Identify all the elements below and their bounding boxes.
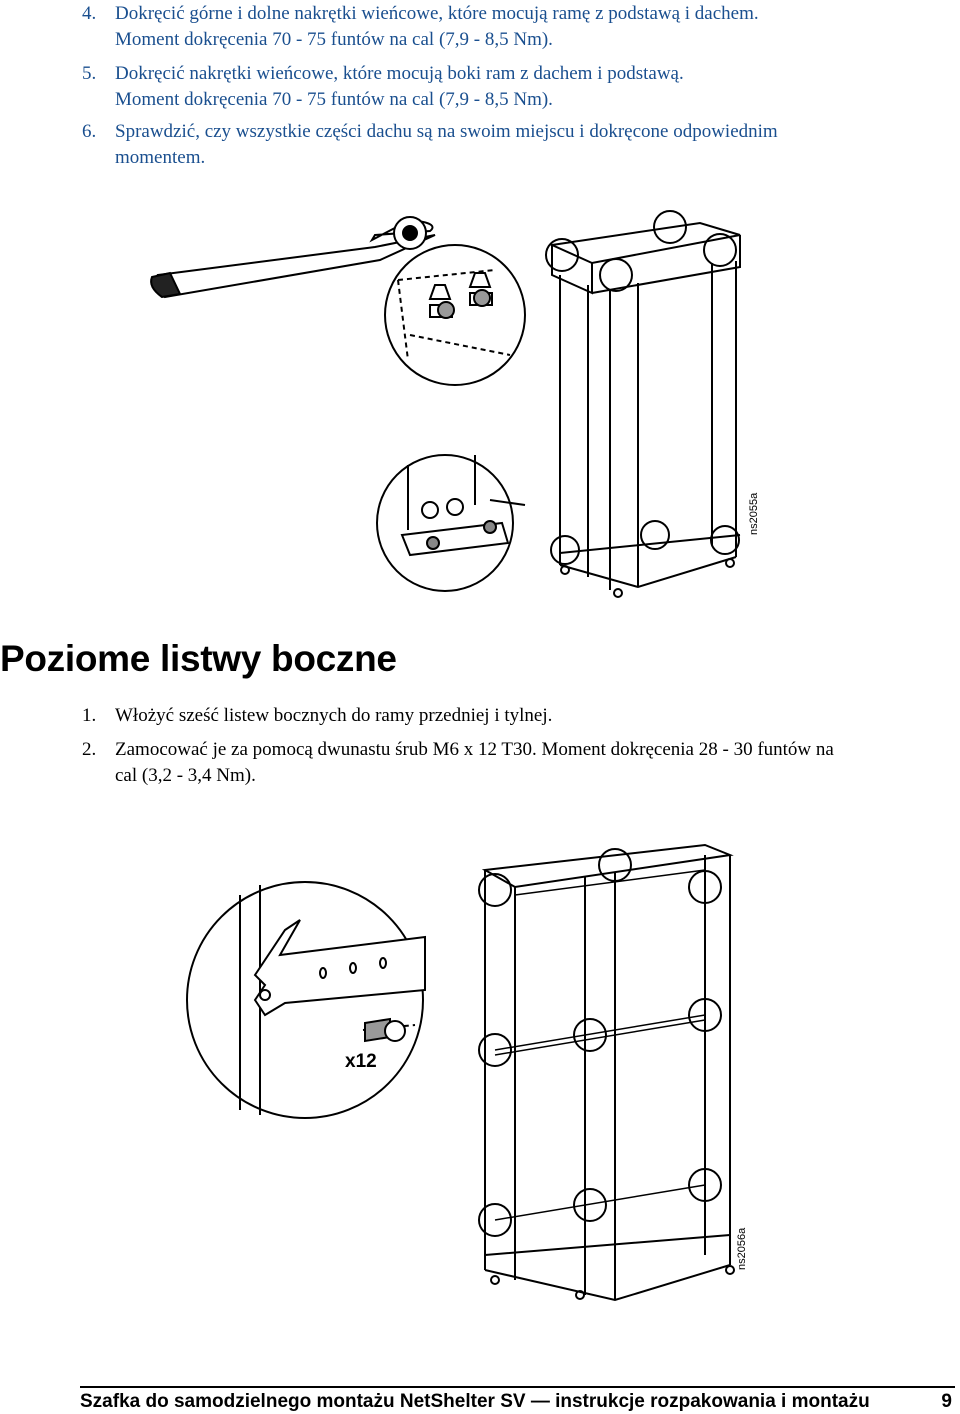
figure-rack-top-tightening xyxy=(140,205,780,610)
step-line: Dokręcić górne i dolne nakrętki wieńcowe, które mocują ramę z podstawą i dachem. xyxy=(115,3,759,24)
step-text xyxy=(115,119,778,171)
zoom-rail-screw xyxy=(187,882,425,1118)
step-line: Moment dokręcenia 70 - 75 funtów na cal (7,9 - 8,5 Nm). xyxy=(115,89,553,110)
step-line: cal (3,2 - 3,4 Nm). xyxy=(115,765,256,786)
step-number: 4. xyxy=(82,3,97,24)
zoom-top-nuts xyxy=(385,245,525,385)
footer-divider xyxy=(80,1386,955,1388)
step-line: Dokręcić nakrętki wieńcowe, które mocują boki ram z dachem i podstawą. xyxy=(115,63,684,84)
rack-frame xyxy=(546,211,740,597)
step-line: Sprawdzić, czy wszystkie części dachu są na swoim miejscu i dokręcone odpowiednim xyxy=(115,121,778,142)
step-line: Moment dokręcenia 70 - 75 funtów na cal (7,9 - 8,5 Nm). xyxy=(115,29,553,50)
figure-side-rails xyxy=(185,825,765,1305)
step-line: Zamocować je za pomocą dwunastu śrub M6 x 12 T30. Moment dokręcenia 28 - 30 funtów na xyxy=(115,739,834,760)
step-5 xyxy=(82,61,942,113)
quantity-label: x12 xyxy=(345,1051,377,1072)
section-heading: Poziome listwy boczne xyxy=(0,638,397,679)
step-text xyxy=(115,61,684,113)
footer-title: Szafka do samodzielnego montażu NetShelter SV — instrukcje rozpakowania i montażu xyxy=(80,1391,870,1412)
step-number: 6. xyxy=(82,121,97,142)
figure-code: ns2056a xyxy=(736,1227,748,1270)
page-number: 9 xyxy=(941,1391,952,1412)
step-text xyxy=(115,737,834,789)
step-6 xyxy=(82,119,942,171)
step-4 xyxy=(82,1,942,53)
step-number: 5. xyxy=(82,63,97,84)
rack-frame xyxy=(479,845,734,1300)
step-2 xyxy=(82,737,942,789)
step-text xyxy=(115,1,759,53)
step-number: 2. xyxy=(82,739,97,760)
step-text: Włożyć sześć listew bocznych do ramy przedniej i tylnej. xyxy=(115,705,553,726)
zoom-bottom-nuts xyxy=(377,455,525,591)
figure-code: ns2055a xyxy=(748,492,760,535)
step-line: momentem. xyxy=(115,147,206,168)
step-1 xyxy=(82,703,942,729)
step-number: 1. xyxy=(82,705,97,726)
